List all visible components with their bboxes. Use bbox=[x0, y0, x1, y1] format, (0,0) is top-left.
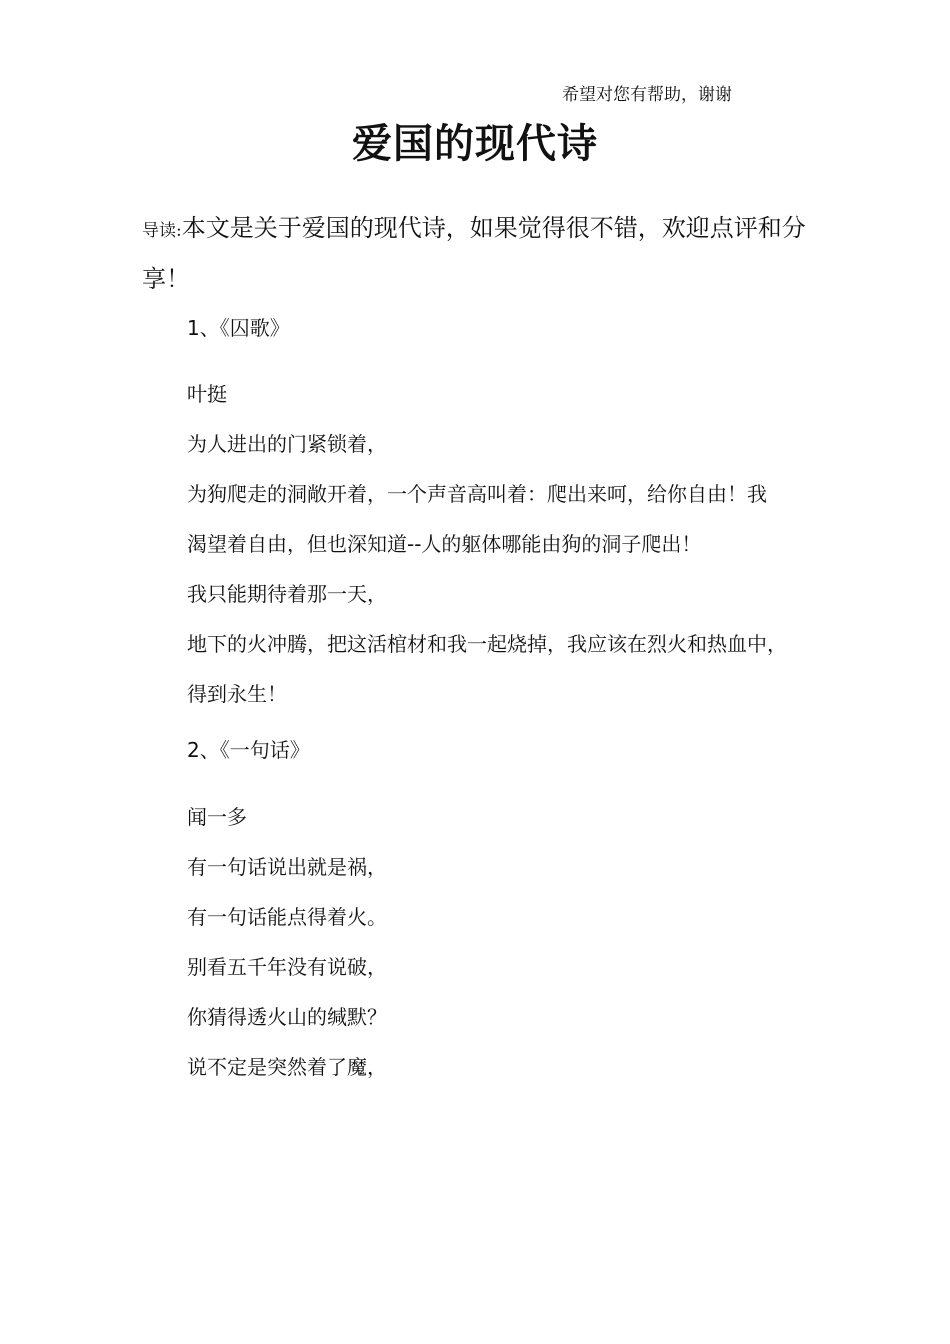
poem-line: 地下的火冲腾，把这活棺材和我一起烧掉，我应该在烈火和热血中， bbox=[187, 632, 787, 656]
poem-line: 我只能期待着那一天， bbox=[187, 582, 387, 606]
poem-line: 得到永生！ bbox=[187, 682, 287, 706]
header-note: 希望对您有帮助，谢谢 bbox=[562, 85, 732, 105]
intro-paragraph bbox=[142, 204, 822, 303]
poem-heading: 2、《一句话》 bbox=[187, 738, 310, 762]
poem-author: 叶挺 bbox=[187, 382, 227, 406]
poem-line: 有一句话能点得着火。 bbox=[187, 905, 387, 929]
poem-heading: 1、《囚歌》 bbox=[187, 316, 290, 340]
poem-line: 为人进出的门紧锁着， bbox=[187, 432, 387, 456]
poem-line: 为狗爬走的洞敞开着，一个声音高叫着：爬出来呵，给你自由！我 bbox=[187, 482, 767, 506]
intro-label: 导读: bbox=[142, 221, 182, 241]
intro-text: 本文是关于爱国的现代诗，如果觉得很不错，欢迎点评和分享！ bbox=[142, 214, 806, 293]
poem-line: 渴望着自由，但也深知道--人的躯体哪能由狗的洞子爬出！ bbox=[187, 532, 702, 556]
poem-line: 有一句话说出就是祸， bbox=[187, 855, 387, 879]
poem-line: 说不定是突然着了魔， bbox=[187, 1055, 387, 1079]
poem-author: 闻一多 bbox=[187, 805, 247, 829]
page-title: 爱国的现代诗 bbox=[352, 121, 598, 167]
poem-line: 你猜得透火山的缄默？ bbox=[187, 1005, 387, 1029]
poem-line: 别看五千年没有说破， bbox=[187, 955, 387, 979]
